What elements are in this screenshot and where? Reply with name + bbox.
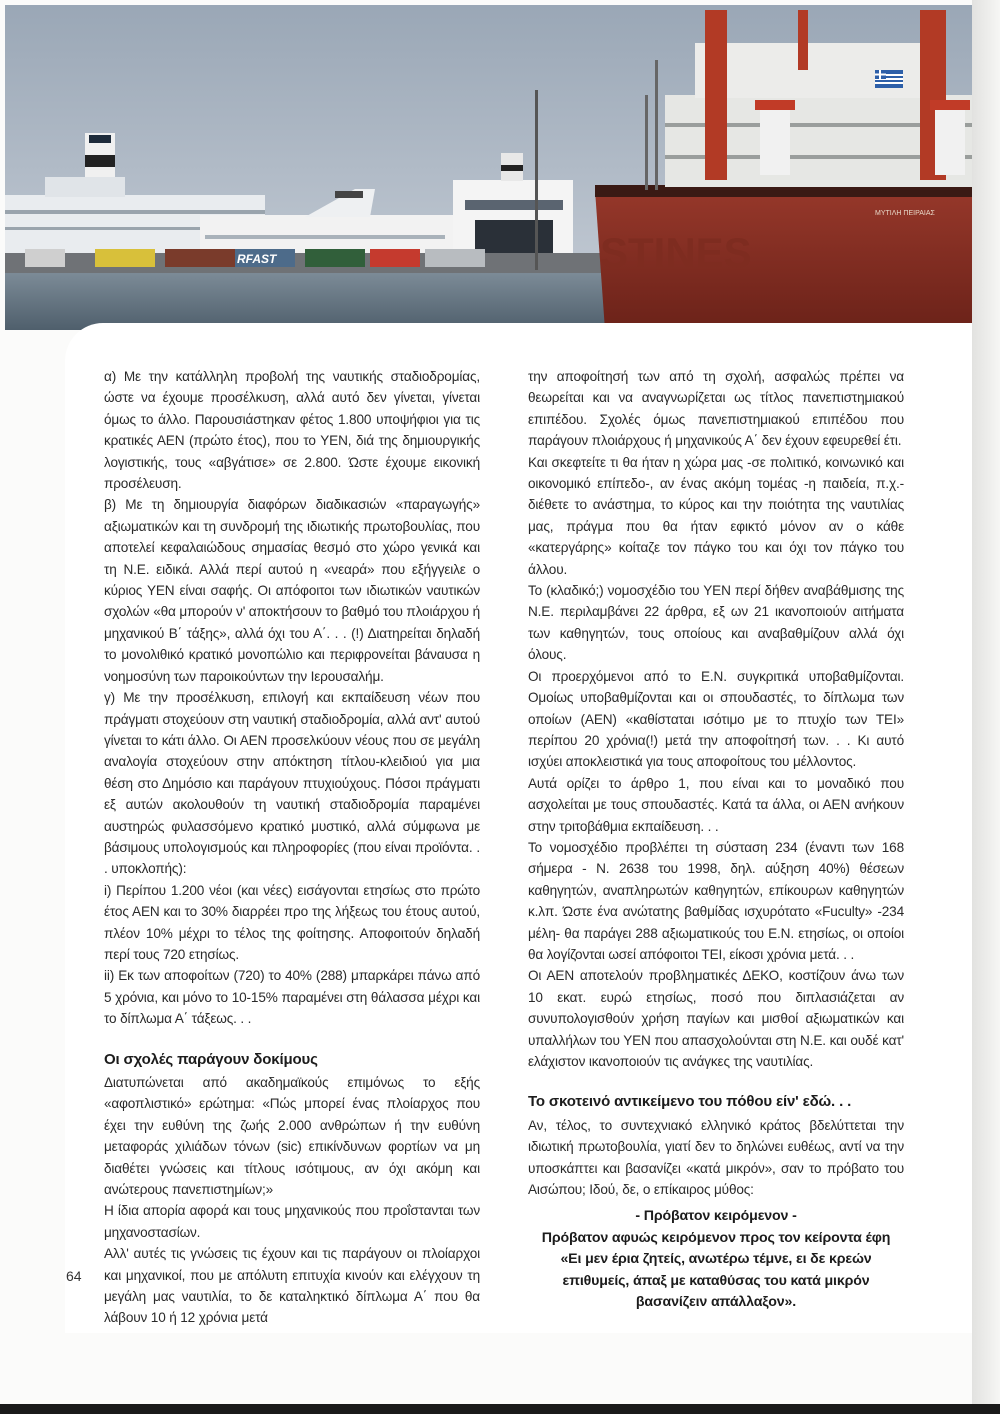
light-pole — [535, 90, 538, 270]
svg-text:ΜΥΤΙΛΗ ΠΕΙΡΑΙΑΣ: ΜΥΤΙΛΗ ΠΕΙΡΑΙΑΣ — [875, 210, 935, 217]
fable-line-2: «Ει μεν έρια ζητείς, ανωτέρω τέμνε, ει δε κρεών επιθυμείς, άπαξ με καταθύσας του κατά μικρόν βασανίζειν απάλλαξον». — [560, 1251, 872, 1311]
paragraph-ii: ii) Εκ των αποφοίτων (720) το 40% (288) μπαρκάρει πάνω από 5 χρόνια, και μόνο το 10-15% παραμένει στη θάλασσα μέχρι και το δίπλωμα Α΄ τάξεως. . . — [104, 968, 480, 1027]
harbor-photo — [5, 5, 972, 330]
paragraph-b: β) Με τη δημιουργία διαφόρων διαδικασιών «παραγωγής» αξιωματικών και τη συνδρομή της ιδιωτικής πρωτοβουλίας, που αποτελεί κεφαλαιώδους σημασίας θεσμό στο χώρο γενικά και τη Ν.Ε. ειδικά. Αλλά περί αυτού η «νεαρά» που εξήγγειλε ο κύριος ΥΕΝ είναι σαφής. Οι απόφοιτοι των ιδιωτικών ναυτικών σχολών «θα μπορούν ν' αποκτήσουν το βαθμό του πλοιάρχου ή μηχανικού Β΄ τάξης», αλλά όχι του Α΄. . . (!) Διατηρείται δηλαδή το μονολιθικό κρατικό μονοπώλιο και περιφρονείται βάναυσα η νοημοσύνη των παροικούντων την Ιερουσαλήμ. — [104, 497, 480, 684]
paragraph-a: α) Με την κατάλληλη προβολή της ναυτικής σταδιοδρομίας, ώστε να έχουμε προσέλκυση, αλλά αυτό δεν γίνεται, γίνεται όμως το άλλο. Παρουσιάστηκαν φέτος 1.800 υποψήφιοι για τις κρατικές ΑΕΝ (πρώτο έτος), που το ΥΕΝ, διά της δημιουργικής λογιστικής, τους «αβγάτισε» σε 2.800. Ώστε έχουμε εικονική προσέλευση. — [104, 369, 480, 492]
svg-text:STINES: STINES — [600, 229, 752, 276]
paragraph-engineers: Η ίδια απορία αφορά και τους μηχανικούς που προΐστανται των μηχανοστασίων. — [104, 1203, 480, 1240]
svg-text:RFAST: RFAST — [237, 252, 277, 266]
right-column — [528, 366, 904, 1313]
scan-border — [0, 1404, 1000, 1414]
greek-flag-icon — [875, 70, 903, 88]
paragraph-country: Και σκεφτείτε τι θα ήταν η χώρα μας -σε πολιτικό, κοινωνικό και οικονομικό επίπεδο-, αν ένας ακόμη τομέας -η παιδεία, π.χ.- διέθετε το ανάστημα, το κύρος και την ποιότητα της ναυτιλίας μας, πράγμα που θα ήταν εφικτό μόνον αν ο κάθε «κατεργάρης» κοίταζε τον πάγκο του και όχι τον πάγκο του άλλου. — [528, 454, 904, 577]
page-edge — [972, 0, 1000, 1404]
paragraph-knowledge: Αλλ' αυτές τις γνώσεις τις έχουν και τις παράγουν οι πλοίαρχοι και μηχανικοί, που με απόλυτη επιτυχία κινούν και ελέγχουν τη μεγάλη μας ναυτιλία, το δε καταληκτικό δίπλωμα Α΄ που θα λάβουν 10 ή 12 χρόνια μετά — [104, 1246, 480, 1326]
paragraph-i: i) Περίπου 1.200 νέοι (και νέες) εισάγονται ετησίως στο πρώτο έτος ΑΕΝ και το 30% διαρρέει προ της λήξεως του έτους αυτού, πλέον 10% μέχρι το τέλος της φοίτησης. Αποφοιτούν δηλαδή περί τους 720 ετησίως. — [104, 882, 480, 962]
paragraph-deko: Οι ΑΕΝ αποτελούν προβληματικές ΔΕΚΟ, κοστίζουν άνω των 10 εκατ. ευρώ ετησίως, ποσό που διπλασιάζεται αν συνυπολογισθούν χρήση παγίων και μισθοί αξιωματικών και υπαλλήλων του ΥΕΝ που απασχολούνται στη Ν.Ε. και ουδέ κατ' ελάχιστον ικανοποιούν τις ανάγκες της ναυτιλίας. — [528, 968, 904, 1069]
paragraph-bill: Το (κλαδικό;) νομοσχέδιο του ΥΕΝ περί δήθεν αναβάθμισης της Ν.Ε. περιλαμβάνει 22 άρθρα, εξ ων 21 ικανοποιούν αιτήματα των καθηγητών, τους οποίους και αναβαθμίζουν αλλά όχι όλους. — [528, 583, 904, 663]
section-heading-right: Το σκοτεινό αντικείμενο του πόθου είν' εδώ. . . — [528, 1093, 852, 1111]
harbor-illustration — [5, 5, 972, 330]
left-column — [104, 366, 480, 1329]
paragraph-article-1: Αυτά ορίζει το άρθρο 1, που είναι και το μοναδικό που ασχολείται με τους σπουδαστές. Κατά τα άλλα, οι ΑΕΝ ανήκουν στην τριτοβάθμια εκπαίδευση. . . — [528, 775, 904, 834]
fable-line-1: Πρόβατον αφυώς κειρόμενον προς τον κείροντα έφη — [541, 1229, 891, 1246]
paragraph-downgrade: Οι προερχόμενοι από το Ε.Ν. συγκριτικά υποβαθμίζονται. Ομοίως υποβαθμίζονται και οι σπουδαστές, το δίπλωμα των οποίων (ΑΕΝ) «καθίσταται ισότιμο με το πτυχίο των ΤΕΙ» περίπου 20 χρόνια(!) μετά την αποφοίτησή των. . . Κι αυτό ισχύει αποκλειστικά για τους αποφοίτους του μέλλοντος. — [528, 668, 904, 770]
paragraph-c: γ) Με την προσέλκυση, επιλογή και εκπαίδευση νέων που πράγματι στοχεύουν στη ναυτική σταδιοδρομία, αλλά αντ' αυτού γίνεται το κάτι άλλο. Οι ΑΕΝ προσελκύουν νέους που σε μεγάλη αναλογία στοχεύουν στην απόκτηση τίτλου-κλειδιού για μια θέση στο Δημόσιο και παράγουν πτυχιούχους. Πόσοι πράγματι εξ αυτών ακολουθούν τη ναυτική σταδιοδρομία παραμένει αυστηρώς φυλασσόμενο κρατικό μυστικό, αλλά σύμφωνα με βάσιμους υπολογισμούς και πληροφορίες (που είναι προϊόντα. . . υποκλοπής): — [104, 690, 480, 877]
paragraph-graduation: την αποφοίτησή των από τη σχολή, ασφαλώς πρέπει να θεωρείται και να αναγνωρίζεται ως τίτλος πανεπιστημιακού επιπέδου. Σχολές όμως πανεπιστημιακού επιπέδου που παράγουν πλοιάρχους ή μηχανικούς Α΄ δεν έχουν εφευρεθεί έτι. — [528, 369, 904, 449]
paragraph-question: Διατυπώνεται από ακαδημαϊκούς επιμόνως το εξής «αφοπλιστικό» ερώτημα: «Πώς μπορεί ένας πλοίαρχος που έχει την ευθύνη της ζωής 2.000 ανθρώπων ή την ευθύνη μεταφοράς χιλιάδων τόνων (sic) επικίνδυνων φορτίων να μη διαθέτει γνώσεις και τίτλους ισότιμους, αν όχι ακόμη και ανώτερους πανεπιστημίων;» — [104, 1075, 480, 1198]
page-number: 64 — [66, 1268, 82, 1284]
paragraph-aesop: Αν, τέλος, το συντεχνιακό ελληνικό κράτος βδελύττεται την ιδιωτική πρωτοβουλία, γιατί δεν το δηλώνει ευθέως, αντί να την υποσκάπτει και βασανίζει «κατά μικρόν», σαν το πρόβατο του Αισώπου; Ιδού, δε, ο επίκαιρος μύθος: — [528, 1117, 904, 1198]
fable-title: - Πρόβατον κειρόμενον - — [635, 1208, 797, 1225]
paragraph-faculty: Το νομοσχέδιο προβλέπει τη σύσταση 234 (έναντι των 168 σήμερα - Ν. 2638 του 1998, δηλ. αύξηση 40%) θέσεων καθηγητών, αναπληρωτών καθηγητών, επίκουρων καθηγητών κ.λπ. Ώστε ένα ανώτατης βαθμίδας ισχυρότατο «Fuculty» -234 μέλη- θα παράγει 288 αξιωματικούς του Ε.Ν. ετησίως, οι οποίοι θα λογίζονται ωσεί απόφοιτοι ΤΕΙ, είκοσι χρόνια μετά. . . — [528, 839, 904, 962]
section-heading-left: Οι σχολές παράγουν δοκίμους — [104, 1050, 318, 1068]
